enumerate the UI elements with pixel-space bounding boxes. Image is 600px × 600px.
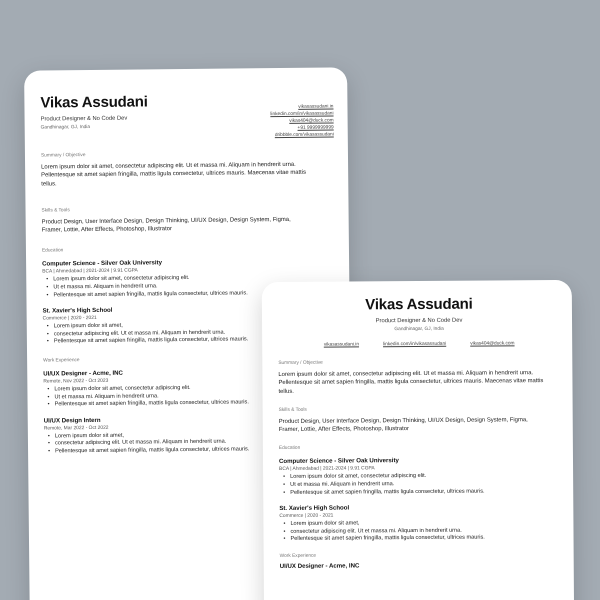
education-label: Education [41, 248, 64, 255]
entry-title: St. Xavier's High School [279, 504, 350, 513]
website-link[interactable]: vikasassudani.in [298, 104, 334, 110]
skills-text: Product Design, User Interface Design, Design Thinking, UI/UX Design, Design System, Figma, Framer, Lottie, After Effects, Photoshop, Illustrator [41, 216, 291, 234]
linkedin-link[interactable]: linkedin.com/in/vikasassudani [270, 111, 334, 118]
education-label: Education [278, 446, 301, 452]
dribbble-link[interactable]: dribbble.com/vikasassudani [274, 132, 334, 139]
entry-meta: BCA | Ahmedabad | 2021-2024 | 9.91 CGPA [279, 466, 375, 473]
bullet-item: • Pellentesque sit amet sapien fringilla, mattis ligula consectetur, ultrices mauris. [48, 445, 337, 456]
email-link[interactable]: vikas404@duck.com [289, 118, 334, 124]
summary-text: Lorem ipsum dolor sit amet, consectetur adipiscing elit. Ut et massa mi. Aliquam in hendrerit urna. Pellentesque sit amet sapien fringilla, mattis ligula consectetur, ultrices mauris. Maecenas vitae mattis tellus. [278, 370, 544, 395]
bullet-item: • Lorem ipsum dolor sit amet, consectetur adipiscing elit. [47, 384, 336, 395]
contact-links [278, 340, 560, 349]
summary-label: Summary / Objective [40, 153, 86, 159]
resume-header [278, 295, 560, 349]
bullet-item: • consectetur adipiscing elit. Ut et massa mi. Aliquam in hendrerit urna. [48, 438, 337, 449]
bullet-item: • consectetur adipiscing elit. Ut et massa mi. Aliquam in hendrerit urna. [283, 527, 561, 537]
bullet-item: • Lorem ipsum dolor sit amet, consectetur adipiscing elit. [283, 472, 561, 482]
entry-meta: Remote, Mar 2022 - Oct 2022 [43, 425, 109, 432]
resume-location: Gandhinagar, GJ, India [40, 125, 91, 131]
resume-role: Product Designer & No Code Dev [40, 115, 128, 123]
bullet-item: • Lorem ipsum dolor sit amet, [283, 519, 561, 529]
bullet-item: • Lorem ipsum dolor sit amet, consectetur adipiscing elit. [46, 274, 335, 285]
entry-title: UI/UX Design Intern [43, 416, 101, 425]
bullet-list [279, 472, 561, 497]
phone-link[interactable]: +91 9999999999 [297, 125, 334, 131]
bullet-item: • Pellentesque sit amet sapien fringilla, mattis ligula consectetur, ultrices mauris. [283, 488, 561, 498]
entry-meta: Remote, Nov 2022 - Oct 2023 [43, 378, 109, 385]
linkedin-link[interactable]: linkedin.com/in/vikasassudani [382, 341, 447, 348]
bullet-item: • Pellentesque sit amet sapien fringilla, mattis ligula consectetur, ultrices mauris. [46, 289, 335, 300]
skills-label: Skills & Tools [41, 208, 70, 214]
bullet-item: • Lorem ipsum dolor sit amet, [48, 430, 337, 441]
bullet-item: • Ut et massa mi. Aliquam in hendrerit urna. [46, 282, 335, 293]
entry-title: Computer Science - Silver Oak University [278, 457, 399, 466]
email-link[interactable]: vikas404@duck.com [470, 341, 515, 347]
resume-name: Vikas Assudani [365, 295, 473, 314]
work-label: Work Experience [43, 358, 80, 364]
bullet-list [279, 519, 561, 544]
resume-name: Vikas Assudani [40, 93, 148, 112]
website-link[interactable]: vikasassudani.in [323, 342, 360, 348]
summary-text: Lorem ipsum dolor sit amet, consectetur adipiscing elit. Ut et massa mi. Aliquam in hendrerit urna. Pellentesque sit amet sapien fringilla, mattis ligula consectetur, ultrices mauris. Maecenas vitae mattis tellus. [41, 161, 307, 188]
bullet-item: • Ut et massa mi. Aliquam in hendrerit urna. [283, 480, 561, 490]
entry-title: UI/UX Designer - Acme, INC [43, 369, 123, 378]
entry-meta: BCA | Ahmedabad | 2021-2024 | 9.91 CGPA [42, 269, 138, 276]
bullet-item: • Pellentesque sit amet sapien fringilla, mattis ligula consectetur, ultrices mauris. [47, 336, 336, 347]
skills-text: Product Design, User Interface Design, Design Thinking, UI/UX Design, Design System, Figma, Framer, Lottie, After Effects, Photoshop, Illustrator [278, 417, 528, 434]
resume-location: Gandhinagar, GJ, India [394, 326, 444, 333]
entry-title: St. Xavier's High School [42, 307, 113, 315]
entry-meta: Commerce | 2020 - 2021 [279, 513, 334, 520]
bullet-item: • consectetur adipiscing elit. Ut et massa mi. Aliquam in hendrerit urna. [47, 328, 336, 339]
summary-label: Summary / Objective [278, 360, 323, 366]
resume-role: Product Designer & No Code Dev [375, 317, 463, 325]
bullet-item: • Lorem ipsum dolor sit amet, [47, 321, 336, 332]
skills-label: Skills & Tools [278, 407, 307, 413]
education-entry [279, 503, 561, 544]
entry-title: UI/UX Designer - Acme, INC [279, 562, 360, 571]
bullet-item: • Pellentesque sit amet sapien fringilla, mattis ligula consectetur, ultrices mauris. [48, 399, 337, 410]
resume-card-front [262, 280, 575, 600]
entry-title: Computer Science - Silver Oak University [42, 259, 163, 269]
entry-meta: Commerce | 2020 - 2021 [42, 316, 97, 322]
work-label: Work Experience [279, 553, 317, 560]
bullet-item: • Pellentesque sit amet sapien fringilla, mattis ligula consectetur, ultrices mauris. [284, 534, 562, 544]
bullet-item: • Ut et massa mi. Aliquam in hendrerit urna. [47, 391, 336, 402]
education-entry [279, 456, 561, 497]
